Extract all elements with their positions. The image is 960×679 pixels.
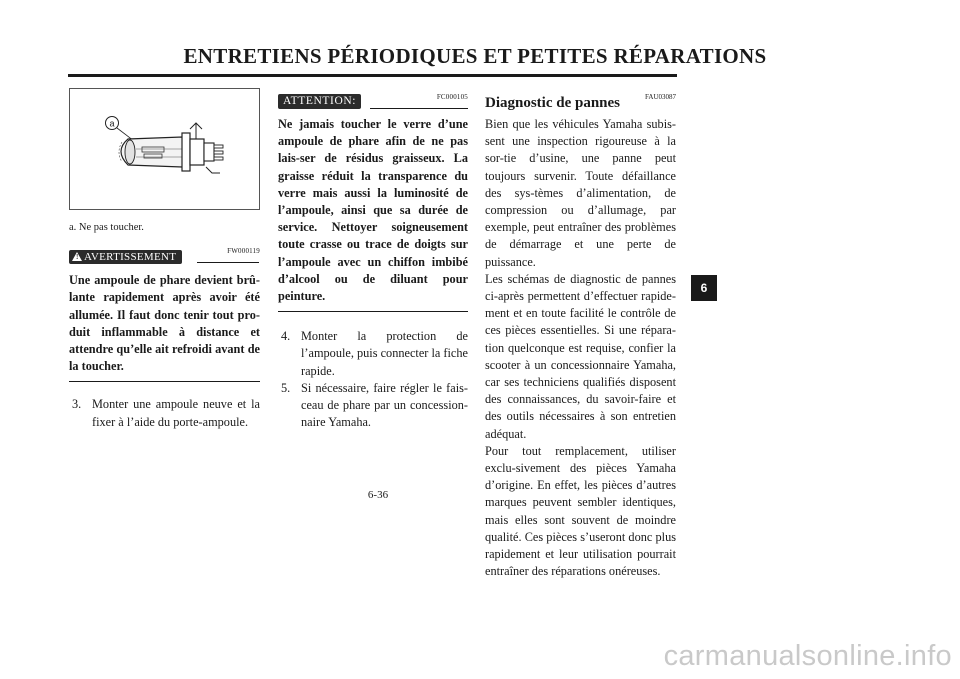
warning-triangle-icon: !: [72, 252, 82, 261]
attention-label: ATTENTION:: [278, 94, 361, 109]
page-title: ENTRETIENS PÉRIODIQUES ET PETITES RÉPARATIONS: [183, 44, 767, 68]
list-item: [281, 328, 468, 380]
left-column: [69, 88, 260, 431]
title-rule: [68, 74, 677, 77]
step-number: 3.: [72, 397, 82, 412]
step-text: Si nécessaire, faire régler le fais-ceau de phare par un concession-naire Yamaha.: [301, 380, 468, 430]
page-number: 6-36: [367, 489, 389, 501]
headlight-bulb-figure: [69, 88, 260, 210]
headlight-bulb-illustration: [70, 89, 259, 209]
step-number: 5.: [281, 380, 291, 395]
attention-header-rule: [370, 108, 468, 109]
paragraph: Pour tout remplacement, utiliser exclu-sivement des pièces Yamaha d’origine. En effet, les pièces d’autres marques peuvent sembler identiques, mais elles sont souvent de moindre qualité. Ces pièces s’useront donc plus rapidement et leur utilisation pourrait entraîner des réparations onéreuses.: [485, 443, 676, 579]
warning-label: [69, 250, 182, 264]
figure-label-a: a: [109, 118, 115, 129]
warning-code: FW000119: [227, 247, 260, 256]
right-column: [485, 88, 676, 580]
section-title: Diagnostic de pannes: [485, 95, 621, 111]
warning-header-rule: [197, 262, 259, 263]
paragraph: Bien que les véhicules Yamaha subis-sent une inspection rigoureuse à la sor-tie d’usine, une panne peut toujours survenir. Toute défaillance des sys-tèmes d’alimentation, de compression ou d’allumage, par exemple, peut entraîner des problèmes de démarrage et une perte de puissance.: [485, 117, 676, 269]
step-text: Monter la protection de l’ampoule, puis connecter la fiche rapide.: [301, 329, 468, 378]
figure-caption: a. Ne pas toucher.: [69, 222, 144, 233]
attention-code: FC000105: [436, 93, 468, 101]
list-item: [281, 380, 468, 432]
list-item: [72, 396, 260, 430]
attention-text: Ne jamais toucher le verre d’une ampoule de phare afin de ne pas lais-ser de résidus graisseux. La graisse réduit la transparence du verre mais aussi la luminosité de l’ampoule, ainsi que sa durée de service. Nettoyer soigneusement toute crasse ou trace de doigts sur l’ampoule avec un chiffon imbibé d’alcool ou de diluant pour peinture.: [278, 116, 468, 312]
section-header: [485, 88, 676, 110]
steps-list-middle: [278, 328, 468, 431]
middle-column: [278, 88, 468, 431]
paragraph: Les schémas de diagnostic de pannes ci-après permettent d’effectuer rapide-ment et en toute facilité le contrôle de ces pièces essentielles. Si une répara-tion quelconque est requise, confier la scooter à un concessionnaire Yamaha, car ses techniciens qualifiés disposent des connaissances, du savoir-faire et des outils nécessaires à son entretien adéquat.: [485, 271, 676, 441]
section-code: FAU03087: [645, 93, 676, 101]
step-number: 4.: [281, 329, 291, 344]
steps-list-left: [69, 396, 260, 430]
warning-header: [69, 242, 260, 264]
watermark: carmanualsonline.info: [663, 640, 952, 672]
attention-header: [278, 88, 468, 110]
chapter-tab: 6: [691, 275, 717, 301]
step-text: Monter une ampoule neuve et la fixer à l’aide du porte-ampoule.: [92, 397, 260, 429]
warning-label-text: AVERTISSEMENT: [84, 251, 177, 264]
warning-text: Une ampoule de phare devient brû-lante rapidement après avoir été allumée. Il faut donc tenir tout pro-duit inflammable à distance et attendre qu’elle ait refroidi avant de la toucher.: [69, 272, 260, 382]
